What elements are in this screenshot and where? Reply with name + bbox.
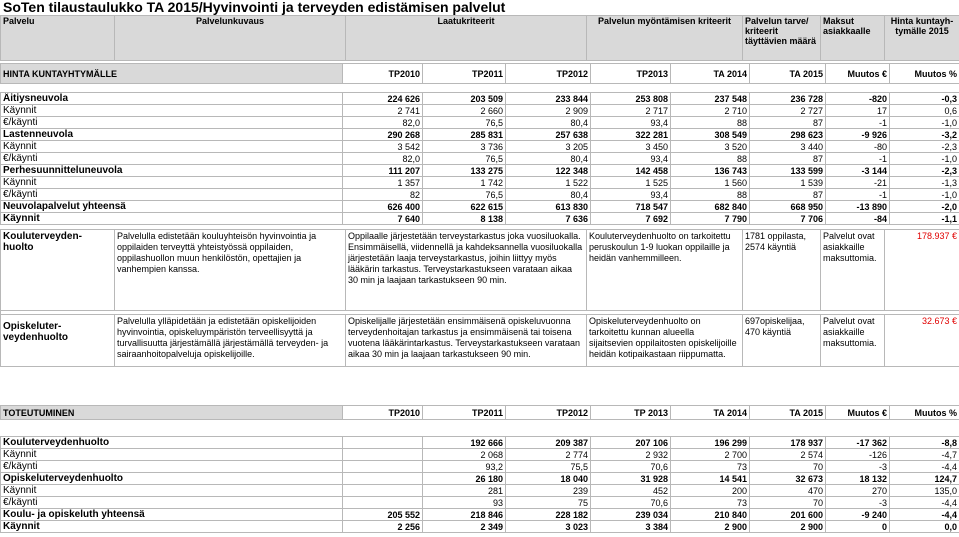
value-cell: -1: [826, 117, 890, 129]
value-cell: -8,8: [890, 437, 959, 449]
service-kuvaus: Palvelulla edistetään kouluyhteisön hyvinvointia ja oppilaiden terveyttä yhteistyössä oppilaiden, oppilashuollon muun henkilöstön, opettajien ja vanhempien kanssa.: [115, 230, 346, 311]
value-cell: 668 950: [750, 201, 826, 213]
table-row: [1, 449, 959, 461]
toteutuminen-table: [0, 405, 959, 533]
row-label: Kouluterveydenhuolto: [1, 437, 343, 449]
value-cell: 70,6: [591, 497, 671, 509]
value-cell: -4,4: [890, 497, 959, 509]
table-row: [1, 177, 959, 189]
value-cell: 76,5: [423, 117, 506, 129]
service-laatu: Oppilaalle järjestetään terveystarkastus joka vuosiluokalla. Ensimmäisellä, viidennellä ja kahdeksannella vuosiluokalla järjestetään laaja terveystarkastus, joihin liittyy myös lääkärin tarkastus. Terveystarkastukseen varataan aikaa 30 min ja laajaan tarkastukseen 90 min.: [346, 230, 587, 311]
row-label: €/käynti: [1, 461, 343, 473]
table-row: [1, 437, 959, 449]
row-label: Käynnit: [1, 213, 343, 225]
service-name: Opiskeluter-veydenhuolto: [1, 315, 115, 367]
row-label: Käynnit: [1, 105, 343, 117]
value-cell: -3: [826, 497, 890, 509]
value-cell: 2 900: [750, 521, 826, 533]
value-cell: 17: [826, 105, 890, 117]
value-cell: 87: [750, 117, 826, 129]
value-cell: 135,0: [890, 485, 959, 497]
value-cell: 80,4: [506, 117, 591, 129]
value-cell: -0,3: [890, 93, 959, 105]
value-cell: 3 450: [591, 141, 671, 153]
value-cell: 626 400: [343, 201, 423, 213]
services-table: [0, 229, 959, 367]
empty-cell: [343, 473, 423, 485]
hinta-col-header: Muutos %: [890, 64, 959, 84]
value-cell: 239: [506, 485, 591, 497]
value-cell: 203 509: [423, 93, 506, 105]
value-cell: -84: [826, 213, 890, 225]
value-cell: 270: [826, 485, 890, 497]
empty-cell: [343, 437, 423, 449]
value-cell: -1,1: [890, 213, 959, 225]
value-cell: 237 548: [671, 93, 750, 105]
value-cell: 32 673: [750, 473, 826, 485]
value-cell: -1: [826, 153, 890, 165]
value-cell: 82,0: [343, 153, 423, 165]
value-cell: 257 638: [506, 129, 591, 141]
row-label: €/käynti: [1, 117, 343, 129]
value-cell: -80: [826, 141, 890, 153]
value-cell: 228 182: [506, 509, 591, 521]
value-cell: 87: [750, 153, 826, 165]
value-cell: 2 717: [591, 105, 671, 117]
value-cell: 76,5: [423, 189, 506, 201]
hinta-col-header: TP2012: [506, 64, 591, 84]
value-cell: 122 348: [506, 165, 591, 177]
value-cell: 285 831: [423, 129, 506, 141]
service-maksut: Palvelut ovat asiakkaille maksuttomia.: [821, 230, 885, 311]
value-cell: 7 706: [750, 213, 826, 225]
row-label: Käynnit: [1, 141, 343, 153]
value-cell: 2 574: [750, 449, 826, 461]
empty-cell: [343, 485, 423, 497]
value-cell: -126: [826, 449, 890, 461]
value-cell: 0,0: [890, 521, 959, 533]
value-cell: 7 640: [343, 213, 423, 225]
value-cell: 76,5: [423, 153, 506, 165]
value-cell: 75: [506, 497, 591, 509]
value-cell: 82,0: [343, 117, 423, 129]
table-row: [1, 153, 959, 165]
value-cell: 70: [750, 497, 826, 509]
value-cell: 2 349: [423, 521, 506, 533]
value-cell: -4,4: [890, 509, 959, 521]
value-cell: 192 666: [423, 437, 506, 449]
value-cell: -17 362: [826, 437, 890, 449]
value-cell: -4,4: [890, 461, 959, 473]
row-label: Käynnit: [1, 449, 343, 461]
row-label: Perhesuunnitteluneuvola: [1, 165, 343, 177]
toteutuminen-col-header: Muutos €: [826, 406, 890, 420]
table-row: [1, 473, 959, 485]
hinta-col-header: TP2013: [591, 64, 671, 84]
value-cell: 452: [591, 485, 671, 497]
value-cell: 70,6: [591, 461, 671, 473]
hinta-col-header: Muutos €: [826, 64, 890, 84]
value-cell: 1 525: [591, 177, 671, 189]
table-row: [1, 105, 959, 117]
value-cell: 124,7: [890, 473, 959, 485]
value-cell: 2 900: [671, 521, 750, 533]
value-cell: 82: [343, 189, 423, 201]
value-cell: 3 023: [506, 521, 591, 533]
value-cell: -3 144: [826, 165, 890, 177]
value-cell: 93: [423, 497, 506, 509]
value-cell: 136 743: [671, 165, 750, 177]
value-cell: 80,4: [506, 189, 591, 201]
value-cell: 233 844: [506, 93, 591, 105]
value-cell: -2,0: [890, 201, 959, 213]
service-kuvaus: Palvelulla ylläpidetään ja edistetään opiskelijoiden hyvinvointia, opiskeluympäristön terveellisyyttä ja turvallisuutta järjestämällä järjestämällä terveyden- ja sairaanhoitopalveluja opiskelijoille.: [115, 315, 346, 367]
value-cell: 239 034: [591, 509, 671, 521]
row-label: €/käynti: [1, 153, 343, 165]
value-cell: 470: [750, 485, 826, 497]
toteutuminen-col-header: Muutos %: [890, 406, 959, 420]
value-cell: 75,5: [506, 461, 591, 473]
header-laatukriteerit: Laatukriteerit: [346, 16, 587, 61]
value-cell: -3: [826, 461, 890, 473]
toteutuminen-col-header: TA 2014: [671, 406, 750, 420]
value-cell: 18 040: [506, 473, 591, 485]
toteutuminen-col-header: TA 2015: [750, 406, 826, 420]
toteutuminen-col-header: TP2010: [343, 406, 423, 420]
value-cell: 1 742: [423, 177, 506, 189]
hinta-col-header: TP2011: [423, 64, 506, 84]
value-cell: 0,6: [890, 105, 959, 117]
value-cell: 308 549: [671, 129, 750, 141]
value-cell: 2 909: [506, 105, 591, 117]
value-cell: 26 180: [423, 473, 506, 485]
table-row: [1, 189, 959, 201]
table-row: [1, 129, 959, 141]
value-cell: 2 700: [671, 449, 750, 461]
header-palvelu: Palvelu: [1, 16, 115, 61]
value-cell: 93,4: [591, 153, 671, 165]
table-row: [1, 117, 959, 129]
page-title: SoTen tilaustaulukko TA 2015/Hyvinvointi ja terveyden edistämisen palvelut: [3, 0, 506, 15]
hinta-col-header: TA 2015: [750, 64, 826, 84]
value-cell: 2 932: [591, 449, 671, 461]
value-cell: -1,3: [890, 177, 959, 189]
value-cell: 210 840: [671, 509, 750, 521]
value-cell: 200: [671, 485, 750, 497]
value-cell: 718 547: [591, 201, 671, 213]
service-name: Kouluterveyden-huolto: [1, 230, 115, 311]
header-hinta: Hinta kuntayh-tymälle 2015: [885, 16, 959, 61]
value-cell: -3,2: [890, 129, 959, 141]
table-row: [1, 93, 959, 105]
value-cell: 111 207: [343, 165, 423, 177]
value-cell: 7 692: [591, 213, 671, 225]
value-cell: -1,0: [890, 153, 959, 165]
empty-cell: [343, 449, 423, 461]
value-cell: 322 281: [591, 129, 671, 141]
service-myontaminen: Kouluterveydenhuolto on tarkoitettu peruskoulun 1-9 luokan oppilaille ja heidän vanhemmilleen.: [587, 230, 743, 311]
service-hinta: 178.937 €: [885, 230, 959, 311]
value-cell: 281: [423, 485, 506, 497]
value-cell: 2 774: [506, 449, 591, 461]
hinta-label: HINTA KUNTAYHTYMÄLLE: [1, 64, 343, 84]
value-cell: 209 387: [506, 437, 591, 449]
value-cell: 0: [826, 521, 890, 533]
header-table: [0, 15, 959, 61]
value-cell: -21: [826, 177, 890, 189]
hinta-table: [0, 63, 959, 225]
value-cell: 7 636: [506, 213, 591, 225]
value-cell: 3 384: [591, 521, 671, 533]
value-cell: 18 132: [826, 473, 890, 485]
value-cell: 3 440: [750, 141, 826, 153]
row-label: Lastenneuvola: [1, 129, 343, 141]
value-cell: 196 299: [671, 437, 750, 449]
row-label: Käynnit: [1, 177, 343, 189]
value-cell: 88: [671, 189, 750, 201]
value-cell: 178 937: [750, 437, 826, 449]
value-cell: 2 660: [423, 105, 506, 117]
value-cell: 1 357: [343, 177, 423, 189]
value-cell: 73: [671, 461, 750, 473]
header-maksut: Maksut asiakkaalle: [821, 16, 885, 61]
empty-cell: [343, 497, 423, 509]
value-cell: 14 541: [671, 473, 750, 485]
value-cell: 207 106: [591, 437, 671, 449]
value-cell: -9 926: [826, 129, 890, 141]
value-cell: 2 741: [343, 105, 423, 117]
row-label: Koulu- ja opiskeluth yhteensä: [1, 509, 343, 521]
service-hinta: 32.673 €: [885, 315, 959, 367]
value-cell: 224 626: [343, 93, 423, 105]
table-row: [1, 521, 959, 533]
value-cell: 70: [750, 461, 826, 473]
value-cell: -2,3: [890, 141, 959, 153]
value-cell: 298 623: [750, 129, 826, 141]
value-cell: 3 520: [671, 141, 750, 153]
value-cell: 236 728: [750, 93, 826, 105]
service-tarve: 1781 oppilasta, 2574 käyntiä: [743, 230, 821, 311]
table-row: [1, 497, 959, 509]
value-cell: 3 205: [506, 141, 591, 153]
row-label: Neuvolapalvelut yhteensä: [1, 201, 343, 213]
value-cell: 2 710: [671, 105, 750, 117]
value-cell: 8 138: [423, 213, 506, 225]
value-cell: -1,0: [890, 117, 959, 129]
value-cell: 133 599: [750, 165, 826, 177]
value-cell: 218 846: [423, 509, 506, 521]
value-cell: -1: [826, 189, 890, 201]
value-cell: 88: [671, 153, 750, 165]
value-cell: -13 890: [826, 201, 890, 213]
service-row: [1, 315, 959, 367]
value-cell: -9 240: [826, 509, 890, 521]
value-cell: 622 615: [423, 201, 506, 213]
value-cell: 3 542: [343, 141, 423, 153]
value-cell: 31 928: [591, 473, 671, 485]
hinta-col-header: TP2010: [343, 64, 423, 84]
empty-cell: [343, 461, 423, 473]
service-myontaminen: Opiskeluterveydenhuolto on tarkoitettu kunnan alueella sijaitsevien oppilaitosten opiskelijoille heidän kotipaikastaan riippumatta.: [587, 315, 743, 367]
service-tarve: 697opiskelijaa, 470 käyntiä: [743, 315, 821, 367]
value-cell: -4,7: [890, 449, 959, 461]
table-row: [1, 509, 959, 521]
value-cell: 93,4: [591, 117, 671, 129]
value-cell: 201 600: [750, 509, 826, 521]
table-row: [1, 213, 959, 225]
row-label: Opiskeluterveydenhuolto: [1, 473, 343, 485]
table-row: [1, 165, 959, 177]
value-cell: 253 808: [591, 93, 671, 105]
value-cell: -2,3: [890, 165, 959, 177]
toteutuminen-col-header: TP2011: [423, 406, 506, 420]
value-cell: 1 539: [750, 177, 826, 189]
value-cell: 3 736: [423, 141, 506, 153]
service-maksut: Palvelut ovat asiakkaille maksuttomia.: [821, 315, 885, 367]
toteutuminen-col-header: TP2012: [506, 406, 591, 420]
value-cell: -820: [826, 93, 890, 105]
value-cell: 613 830: [506, 201, 591, 213]
value-cell: 2 068: [423, 449, 506, 461]
header-palvelunkuvaus: Palvelunkuvaus: [115, 16, 346, 61]
value-cell: 87: [750, 189, 826, 201]
header-tarve: Palvelun tarve/ kriteerit täyttävien määrä: [743, 16, 821, 61]
toteutuminen-label: TOTEUTUMINEN: [1, 406, 343, 420]
row-label: €/käynti: [1, 189, 343, 201]
value-cell: 73: [671, 497, 750, 509]
value-cell: 682 840: [671, 201, 750, 213]
value-cell: 1 522: [506, 177, 591, 189]
value-cell: -1,0: [890, 189, 959, 201]
table-row: [1, 141, 959, 153]
table-row: [1, 485, 959, 497]
service-laatu: Opiskelijalle järjestetään ensimmäisenä opiskeluvuonna terveydenhoitajan tarkastus ja ensimmäisenä tai toisena vuotena lääkärintarkastus. Terveystarkastukseen varataan aikaa 30 min ja laajaan tarkastukseen 90 min.: [346, 315, 587, 367]
value-cell: 93,2: [423, 461, 506, 473]
table-row: [1, 461, 959, 473]
header-myontamisen-kriteerit: Palvelun myöntämisen kriteerit: [587, 16, 743, 61]
row-label: €/käynti: [1, 497, 343, 509]
row-label: Äitiysneuvola: [1, 93, 343, 105]
toteutuminen-col-header: TP 2013: [591, 406, 671, 420]
value-cell: 1 560: [671, 177, 750, 189]
value-cell: 7 790: [671, 213, 750, 225]
row-label: Käynnit: [1, 521, 343, 533]
value-cell: 88: [671, 117, 750, 129]
table-row: [1, 201, 959, 213]
value-cell: 133 275: [423, 165, 506, 177]
service-row: [1, 230, 959, 311]
value-cell: 142 458: [591, 165, 671, 177]
hinta-col-header: TA 2014: [671, 64, 750, 84]
value-cell: 290 268: [343, 129, 423, 141]
value-cell: 2 256: [343, 521, 423, 533]
row-label: Käynnit: [1, 485, 343, 497]
value-cell: 80,4: [506, 153, 591, 165]
value-cell: 205 552: [343, 509, 423, 521]
value-cell: 2 727: [750, 105, 826, 117]
value-cell: 93,4: [591, 189, 671, 201]
